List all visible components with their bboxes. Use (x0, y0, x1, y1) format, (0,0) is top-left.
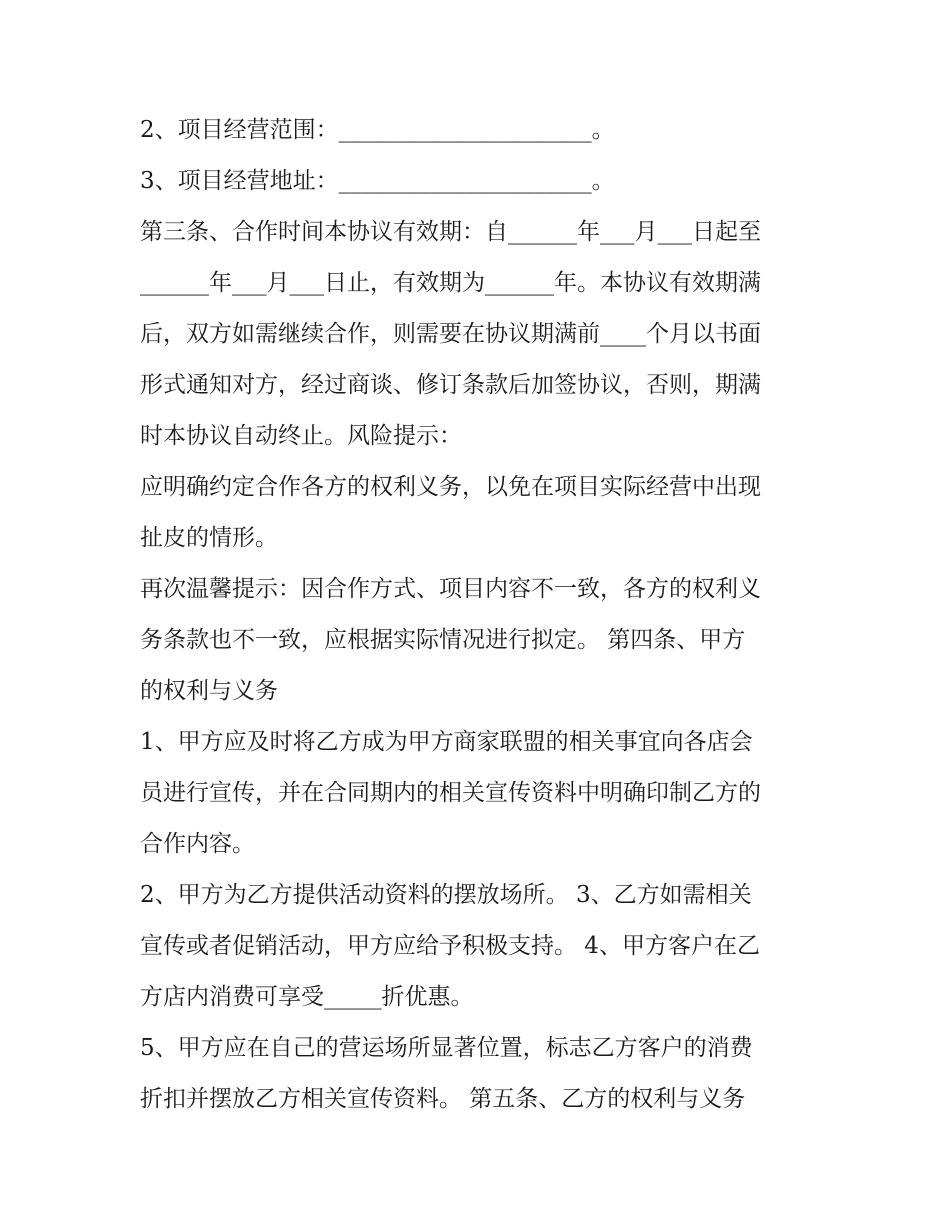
text-line: 应明确约定合作各方的权利义务，以免在项目实际经营中出现 (140, 474, 761, 500)
text-line: 合作内容。 (140, 831, 255, 857)
text-line: 方店内消费可享受_____折优惠。 (140, 984, 474, 1010)
text-line: 折扣并摆放乙方相关宣传资料。 第五条、乙方的权利与义务 (140, 1086, 746, 1112)
text-line: 后，双方如需继续合作，则需要在协议期满前____个月以书面 (140, 321, 761, 347)
text-line: 形式通知对方，经过商谈、修订条款后加签协议，否则，期满 (140, 372, 761, 398)
text-line: 2、项目经营范围：______________________。 (140, 117, 615, 143)
text-line: 宣传或者促销活动，甲方应给予积极支持。 4、甲方客户在乙 (140, 933, 760, 959)
text-line: 时本协议自动终止。风险提示： (140, 423, 462, 449)
text-line: 第三条、合作时间本协议有效期：自______年___月___日起至 (140, 219, 761, 245)
text-line: 务条款也不一致，应根据实际情况进行拟定。 第四条、甲方 (140, 627, 746, 653)
text-line: 3、项目经营地址：______________________。 (140, 168, 615, 194)
text-line: 2、甲方为乙方提供活动资料的摆放场所。 3、乙方如需相关 (140, 882, 752, 908)
text-line: 员进行宣传，并在合同期内的相关宣传资料中明确印制乙方的 (140, 780, 761, 806)
text-line: 扯皮的情形。 (140, 525, 278, 551)
text-line: ______年___月___日止，有效期为______年。本协议有效期满 (140, 270, 761, 296)
text-line: 5、甲方应在自己的营运场所显著位置，标志乙方客户的消费 (140, 1035, 753, 1061)
document-body (140, 105, 820, 1125)
text-line: 1、甲方应及时将乙方成为甲方商家联盟的相关事宜向各店会 (140, 729, 753, 755)
text-line: 再次温馨提示：因合作方式、项目内容不一致，各方的权利义 (140, 576, 761, 602)
text-line: 的权利与义务 (140, 678, 278, 704)
